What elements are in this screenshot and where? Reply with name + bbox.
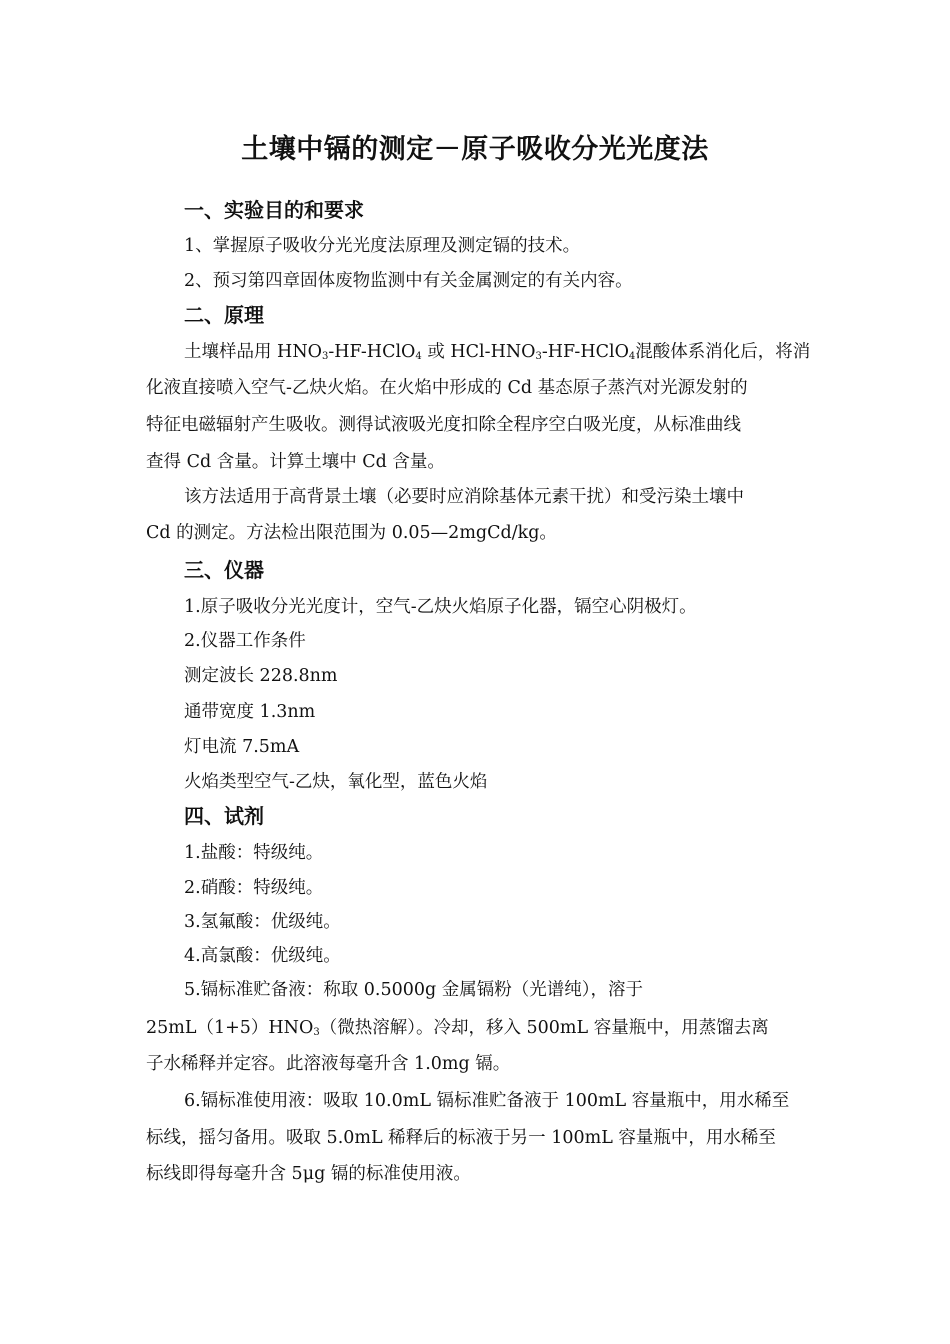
principle-paragraph-1-line-3: 特征电磁辐射产生吸收。测得试液吸光度扣除全程序空白吸光度，从标准曲线 [146,415,741,435]
principle-paragraph-1-line-4: 查得 Cd 含量。计算土壤中 Cd 含量。 [146,452,445,472]
instrument-item-2: 2.仪器工作条件 [184,631,306,651]
reagent-item-6-line-3: 标线即得每毫升含 5μg 镉的标准使用液。 [146,1164,471,1184]
condition-lamp-current: 灯电流 7.5mA [184,737,300,757]
instrument-item-1: 1.原子吸收分光光度计，空气-乙炔火焰原子化器，镉空心阴极灯。 [184,597,697,617]
section-heading-instruments: 三、仪器 [184,558,264,582]
section-heading-principle: 二、原理 [184,303,264,327]
principle-paragraph-1-line-2: 化液直接喷入空气-乙炔火焰。在火焰中形成的 Cd 基态原子蒸汽对光源发射的 [146,378,748,398]
reagent-item-4: 4.高氯酸：优级纯。 [184,946,341,966]
principle-paragraph-1-line-1: 土壤样品用 $HNO_3-HF-HClO_4$ 或 HCl-$HNO_3-HF-HClO_4$混酸体系消化后，将消 [184,342,811,362]
principle-paragraph-2-line-1: 该方法适用于高背景土壤（必要时应消除基体元素干扰）和受污染土壤中 [184,487,744,507]
reagent-item-3: 3.氢氟酸：优级纯。 [184,912,341,932]
reagent-item-1: 1.盐酸：特级纯。 [184,843,324,863]
section-heading-reagents: 四、试剂 [184,804,264,828]
condition-wavelength: 测定波长 228.8nm [184,666,338,686]
reagent-item-6-line-1: 6.镉标准使用液：吸取 10.0mL 镉标准贮备液于 100mL 容量瓶中，用水稀至 [184,1091,790,1111]
reagent-item-5-line-1: 5.镉标准贮备液：称取 0.5000g 金属镉粉（光谱纯），溶于 [184,980,644,1000]
section-heading-objectives: 一、实验目的和要求 [184,198,364,222]
reagent-item-5-line-3: 子水稀释并定容。此溶液每毫升含 1.0mg 镉。 [146,1054,511,1074]
reagent-item-6-line-2: 标线，摇匀备用。吸取 5.0mL 稀释后的标液于另一 100mL 容量瓶中，用水稀至 [146,1128,776,1148]
document-title: 土壤中镉的测定－原子吸收分光光度法 [241,134,709,165]
reagent-item-5-line-2: $25mL(1+5)HNO_3$（微热溶解）。冷却，移入 500mL 容量瓶中，用蒸馏去离 [146,1018,769,1038]
objective-item-2: 2、预习第四章固体废物监测中有关金属测定的有关内容。 [184,271,633,291]
condition-flame-type: 火焰类型空气-乙炔，氧化型，蓝色火焰 [184,772,488,792]
principle-paragraph-2-line-2: Cd 的测定。方法检出限范围为 0.05—2mgCd/kg。 [146,523,557,543]
reagent-item-2: 2.硝酸：特级纯。 [184,878,324,898]
objective-item-1: 1、掌握原子吸收分光光度法原理及测定镉的技术。 [184,236,581,256]
condition-bandwidth: 通带宽度 1.3nm [184,702,316,722]
